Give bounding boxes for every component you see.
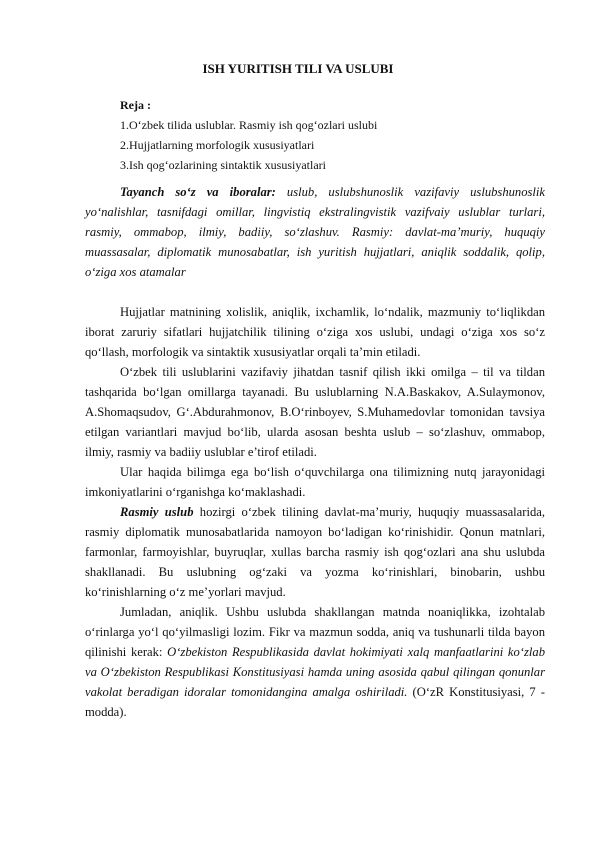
paragraph-4-text: hozirgi o‘zbek tilining davlat-ma’muriy, huquqiy muassasalarida, rasmiy diplomatik munosabatlarida namoyon bo‘ladigan ko‘rinishidir. Qonun matnlari, farmonlar, farmoyishlar, buyruqlar, xullas barcha rasmiy ish qog‘ozlari ana shu uslubda shakllanadi. Bu uslubning og‘zaki va yozma ko‘rinishlari, binobarin, ushbu ko‘rinishlarning o‘z me’yorlari mavjud. [85, 505, 545, 599]
paragraph-5-text: Jumladan, aniqlik. Ushbu uslubda shakllangan matnda noaniqlikka, izohtalab o‘rinlarga yo‘l qo‘yilmasligi lozim. Fikr va mazmun sodda, aniq va tushunarli tilda bayon qilinishi kerak: [85, 605, 545, 659]
plan-heading: Reja : [120, 98, 151, 112]
plan-section [120, 95, 377, 175]
keywords-label: Tayanch so‘z va iboralar: [120, 185, 276, 199]
keywords-text: uslub, uslubshunoslik vazifaviy uslubshunoslik yo‘nalishlar, tasnifdagi omillar, lingvistiq ekstralingvistik vazifvaiy uslublar turlari, rasmiy, ommabop, ilmiy, badiiy, so‘zlashuv. Rasmiy: davlat-ma’muriy, huquqiy muassasalar, diplomatik munosabatlar, ish yuritish hujjatlari, aniqlik soddalik, qolip, o‘ziga xos atamalar [85, 185, 545, 279]
paragraph-1: Hujjatlar matnining xolislik, aniqlik, ixchamlik, lo‘ndalik, mazmuniy to‘liqlikdan iborat zaruriy sifatlari hujjatchilik tilining o‘ziga xos uslubi, undagi o‘ziga xos so‘z qo‘llash, morfologik va sintaktik xususiyatlar orqali ta’min etiladi. [85, 305, 545, 359]
document-body [85, 182, 545, 722]
plan-item-3: 3.Ish qog‘ozlarining sintaktik xususiyatlari [120, 158, 326, 172]
constitution-quote: O‘zbekiston Respublikasida davlat hokimiyati xalq manfaatlarini ko‘zlab va O‘zbekiston Respublikasi Konstitusiyasi hamda uning asosida qabul qilingan qonunlar vakolat beradigan idoralar tomonidangina amalga oshiriladi. [85, 645, 545, 699]
keywords-paragraph [85, 182, 545, 282]
constitution-citation: (O‘zR Konstitusiyasi, 7 - modda). [85, 685, 545, 719]
plan-item-1: 1.O‘zbek tilida uslublar. Rasmiy ish qog‘ozlari uslubi [120, 118, 378, 132]
document-title: ISH YURITISH TILI VA USLUBI [202, 61, 394, 76]
paragraph-4 [85, 502, 545, 602]
paragraph-3: Ular haqida bilimga ega bo‘lish o‘quvchilarga ona tilimizning nutq jarayonidagi imkoniyatlarini o‘rganishga ko‘maklashadi. [85, 465, 545, 499]
paragraph-5 [85, 602, 545, 722]
paragraph-2: O‘zbek tili uslublarini vazifaviy jihatdan tasnif qilish ikki omilga – til va tildan tashqarida bo‘lgan omillarga tayanadi. Bu uslublarning N.A.Baskakov, A.Sulaymonov, A.Shomaqsudov, G‘.Abdurahmonov, B.O‘rinboyev, S.Muhamedovlar tomonidan tavsiya etilgan variantlari mavjud bo‘lib, ularda asosan beshta uslub – so‘zlashuv, ommabop, ilmiy, rasmiy va badiiy uslublar e’tirof etiladi. [85, 365, 545, 459]
rasmiy-uslub-term: Rasmiy uslub [120, 505, 194, 519]
plan-item-2: 2.Hujjatlarning morfologik xususiyatlari [120, 138, 315, 152]
